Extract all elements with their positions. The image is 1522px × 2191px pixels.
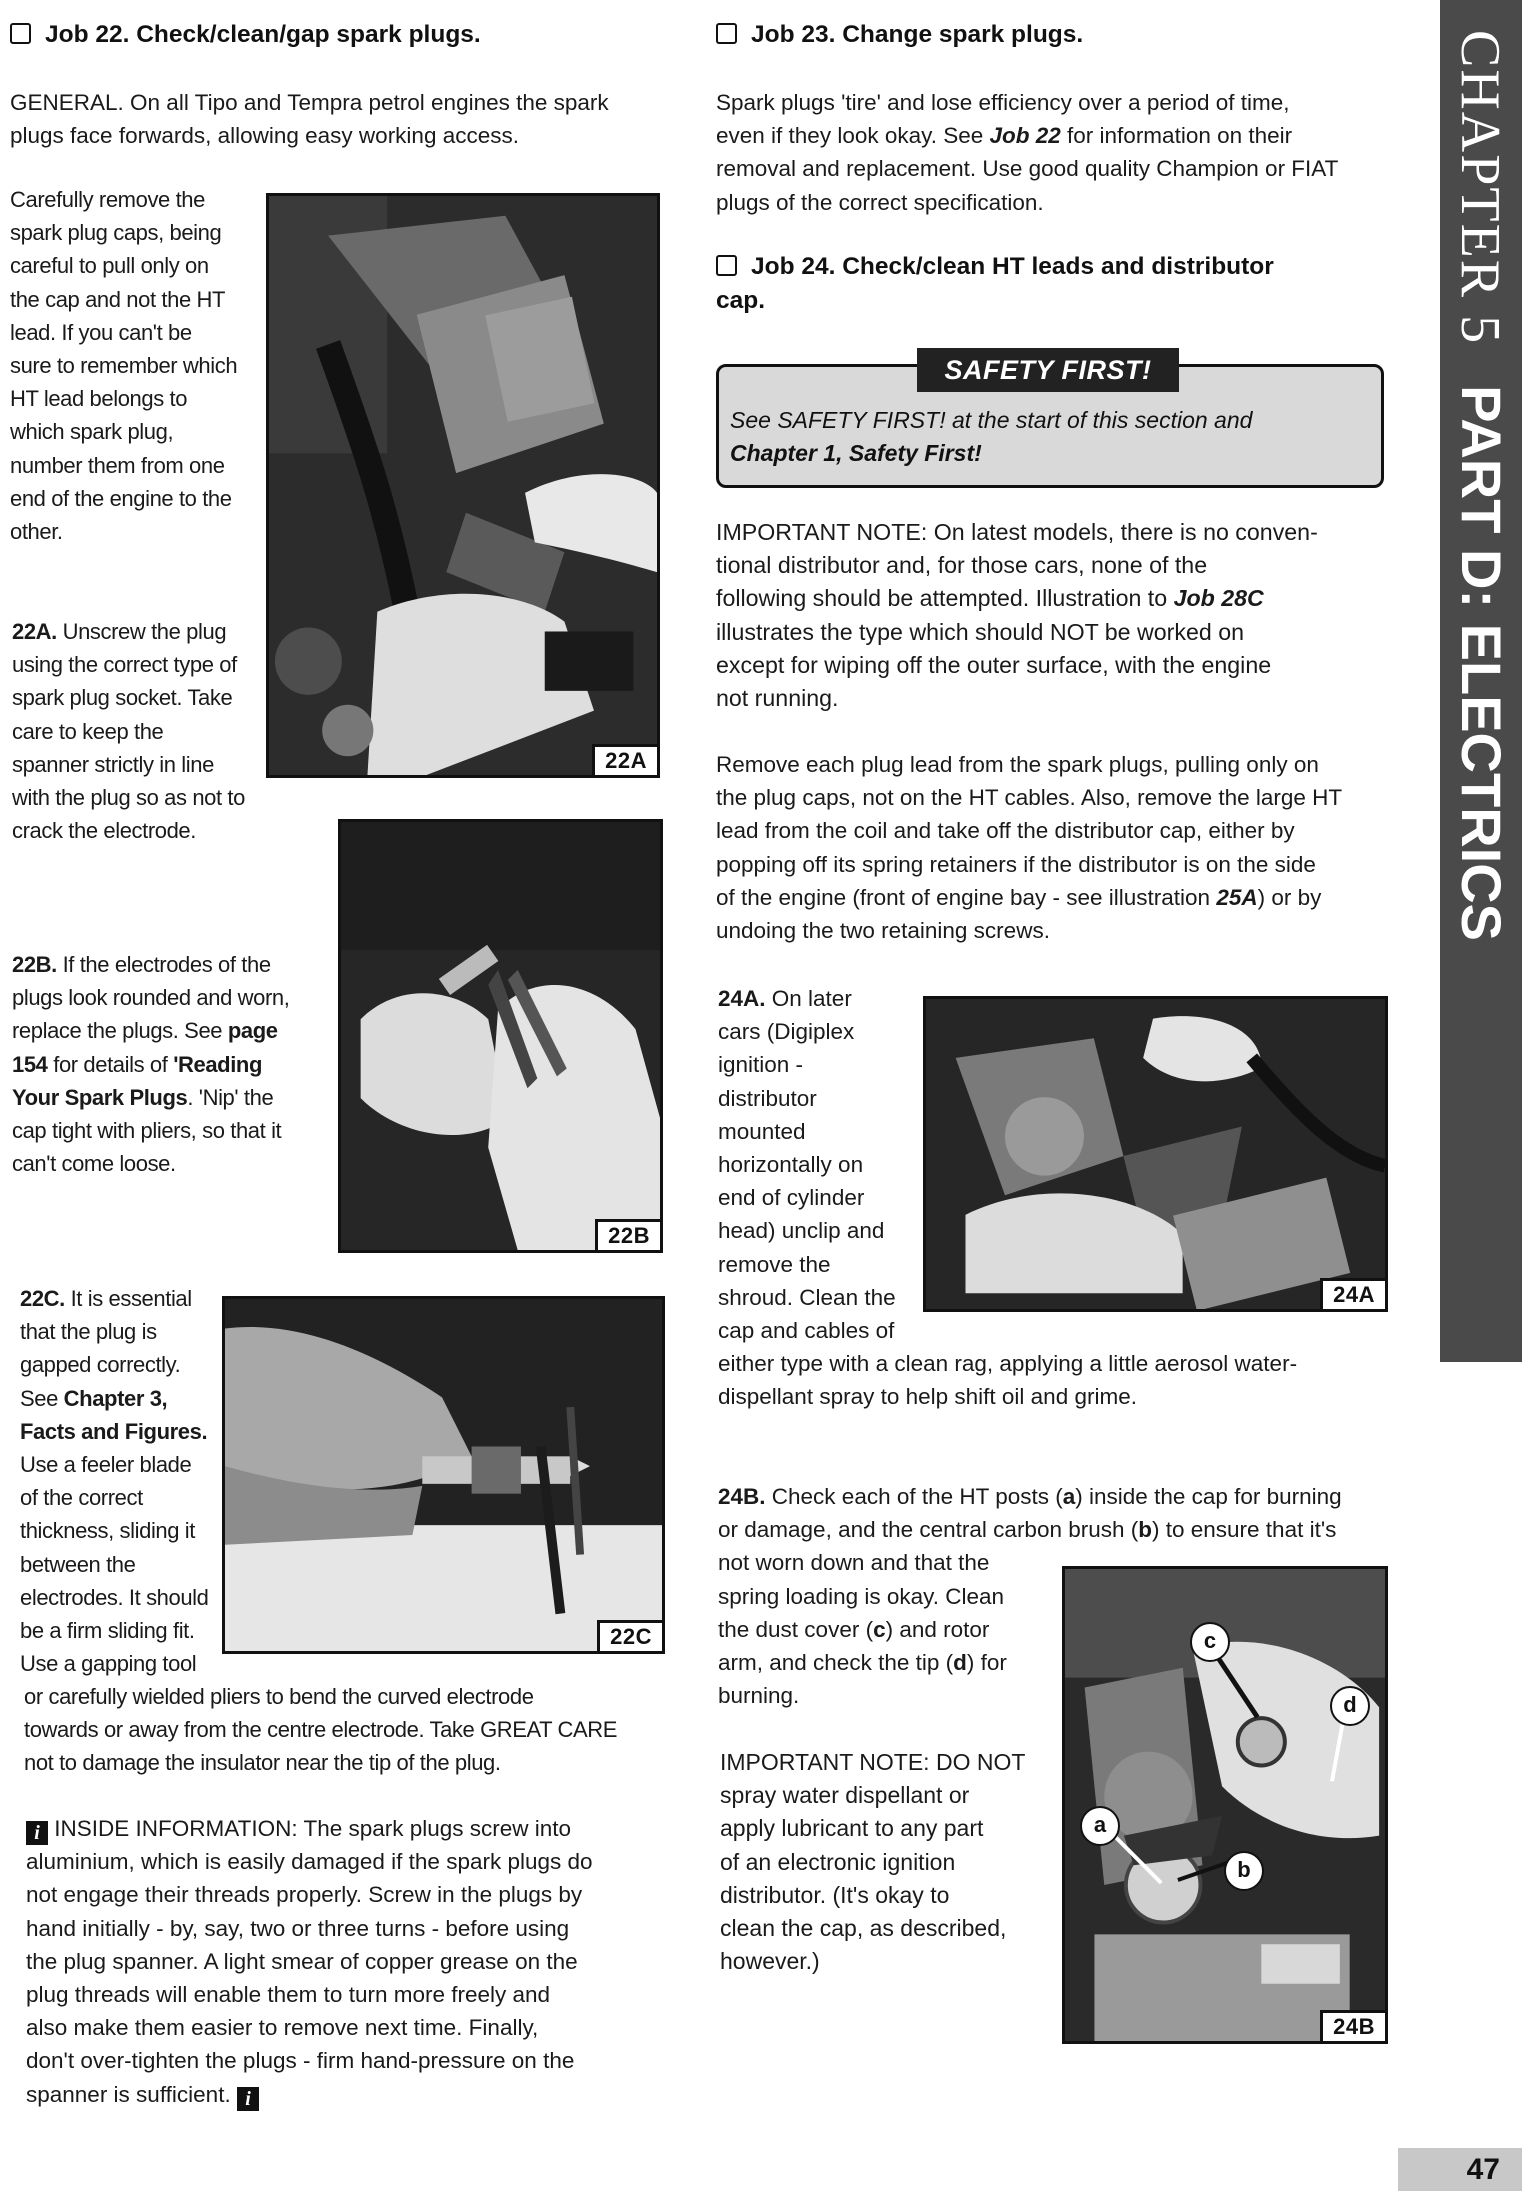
step-22b-text: 22B. If the electrodes of the plugs look rounded and worn, replace the plugs. See page 154 for details of 'Reading Your Spark Plugs. 'Nip' the cap tight with pliers, so that it can't come loose. bbox=[12, 952, 290, 1177]
callout-d: d bbox=[1330, 1686, 1370, 1726]
info-icon: i bbox=[26, 1821, 48, 1845]
job22-intro: Carefully remove the spark plug caps, being careful to pull only on the cap and not the HT lead. If you can't be sure to remember which HT lead belongs to which spark plug, number them from one end of the engine to the other. bbox=[10, 187, 238, 545]
figure-label-22a: 22A bbox=[592, 744, 657, 775]
step-22c-continued: or carefully wielded pliers to bend the curved electrode towards or away from the centre electrode. Take GREAT CARE not to damage the insulator near the tip of the plug. bbox=[24, 1684, 618, 1776]
figure-label-24a: 24A bbox=[1320, 1278, 1385, 1309]
step-22c-text: 22C. It is essential that the plug is gapped correctly. See Chapter 3, Facts and Figures. Use a feeler blade of the correct thickness, sliding it between the electrodes. It should be a firm sliding fit. Use a gapping tool bbox=[20, 1286, 209, 1677]
photo-24a bbox=[923, 996, 1388, 1312]
part-label: PART D: ELECTRICS bbox=[1450, 385, 1513, 941]
job22-heading: Job 22. Check/clean/gap spark plugs. bbox=[10, 18, 481, 52]
chapter-label: CHAPTER 5 bbox=[1449, 30, 1511, 346]
important-note-lubricant: IMPORTANT NOTE: DO NOT spray water dispellant or apply lubricant to any part of an electronic ignition distributor. (It's okay to clean the cap, as described, however.) bbox=[720, 1749, 1026, 1975]
info-end-icon: i bbox=[237, 2087, 259, 2111]
checkbox-icon bbox=[716, 23, 737, 44]
callout-b: b bbox=[1224, 1851, 1264, 1891]
figure-label-22b: 22B bbox=[595, 1219, 660, 1250]
job23-heading: Job 23. Change spark plugs. bbox=[716, 18, 1083, 52]
page-number: 47 bbox=[1398, 2148, 1522, 2191]
figure-label-22c: 22C bbox=[597, 1620, 662, 1651]
job22-general: GENERAL. On all Tipo and Tempra petrol engines the spark plugs face forwards, allowing easy working access. bbox=[10, 90, 609, 149]
important-note-distributor: IMPORTANT NOTE: On latest models, there is no conven- tional distributor and, for those cars, none of the following should be attempted. Illustration to Job 28C illustrates the type which should NOT be worked on except for wiping off the outer surface, with the engine not running. bbox=[716, 519, 1318, 712]
photo-22c bbox=[222, 1296, 665, 1654]
checkbox-icon bbox=[716, 255, 737, 276]
photo-22a bbox=[266, 193, 660, 778]
job24-heading: Job 24. Check/clean HT leads and distributor cap. bbox=[716, 253, 1274, 314]
safety-text: See SAFETY FIRST! at the start of this section and Chapter 1, Safety First! bbox=[730, 407, 1253, 466]
callout-a: a bbox=[1080, 1806, 1120, 1846]
callout-c: c bbox=[1190, 1622, 1230, 1662]
photo-22b bbox=[338, 819, 663, 1253]
checkbox-icon bbox=[10, 23, 31, 44]
step-24a-continued: either type with a clean rag, applying a little aerosol water- dispellant spray to help shift oil and grime. bbox=[718, 1351, 1298, 1410]
figure-label-24b: 24B bbox=[1320, 2010, 1385, 2041]
remove-leads-text: Remove each plug lead from the spark plugs, pulling only on the plug caps, not on the HT cables. Also, remove the large HT lead from the coil and take off the distributor cap, either by popping off its spring retainers if the distributor is on the side of the engine (front of engine bay - see illustration 25A) or by undoing the two retaining screws. bbox=[716, 752, 1343, 944]
chapter-side-title bbox=[1440, 30, 1522, 1350]
inside-information: i INSIDE INFORMATION: The spark plugs screw into aluminium, which is easily damaged if the spark plugs do not engage their threads properly. Screw in the plugs by hand initially - by, say, two or three turns - before using the plug spanner. A light smear of copper grease on the plug threads will enable them to turn more freely and also make them easier to remove next time. Finally, don't over-tighten the plugs - firm hand-pressure on the spanner is sufficient. i bbox=[26, 1816, 593, 2110]
safety-title: SAFETY FIRST! bbox=[917, 348, 1179, 392]
step-22a-text: 22A. Unscrew the plug using the correct type of spark plug socket. Take care to keep the spanner strictly in line with the plug so as not to crack the electrode. bbox=[12, 619, 245, 844]
step-24a-text: 24A. On later cars (Digiplex ignition - distributor mounted horizontally on end of cylinder head) unclip and remove the shroud. Clean the cap and cables of bbox=[718, 986, 896, 1344]
job23-text: Spark plugs 'tire' and lose efficiency over a period of time, even if they look okay. See Job 22 for information on their removal and replacement. Use good quality Champion or FIAT plugs of the correct specification. bbox=[716, 90, 1339, 215]
step-24b-text: 24B. Check each of the HT posts (a) inside the cap for burning or damage, and the central carbon brush (b) to ensure that it's not worn down and that the spring loading is okay. Clean the dust cover (c) and rotor arm, and check the tip (d) for burning. bbox=[718, 1484, 1342, 1709]
